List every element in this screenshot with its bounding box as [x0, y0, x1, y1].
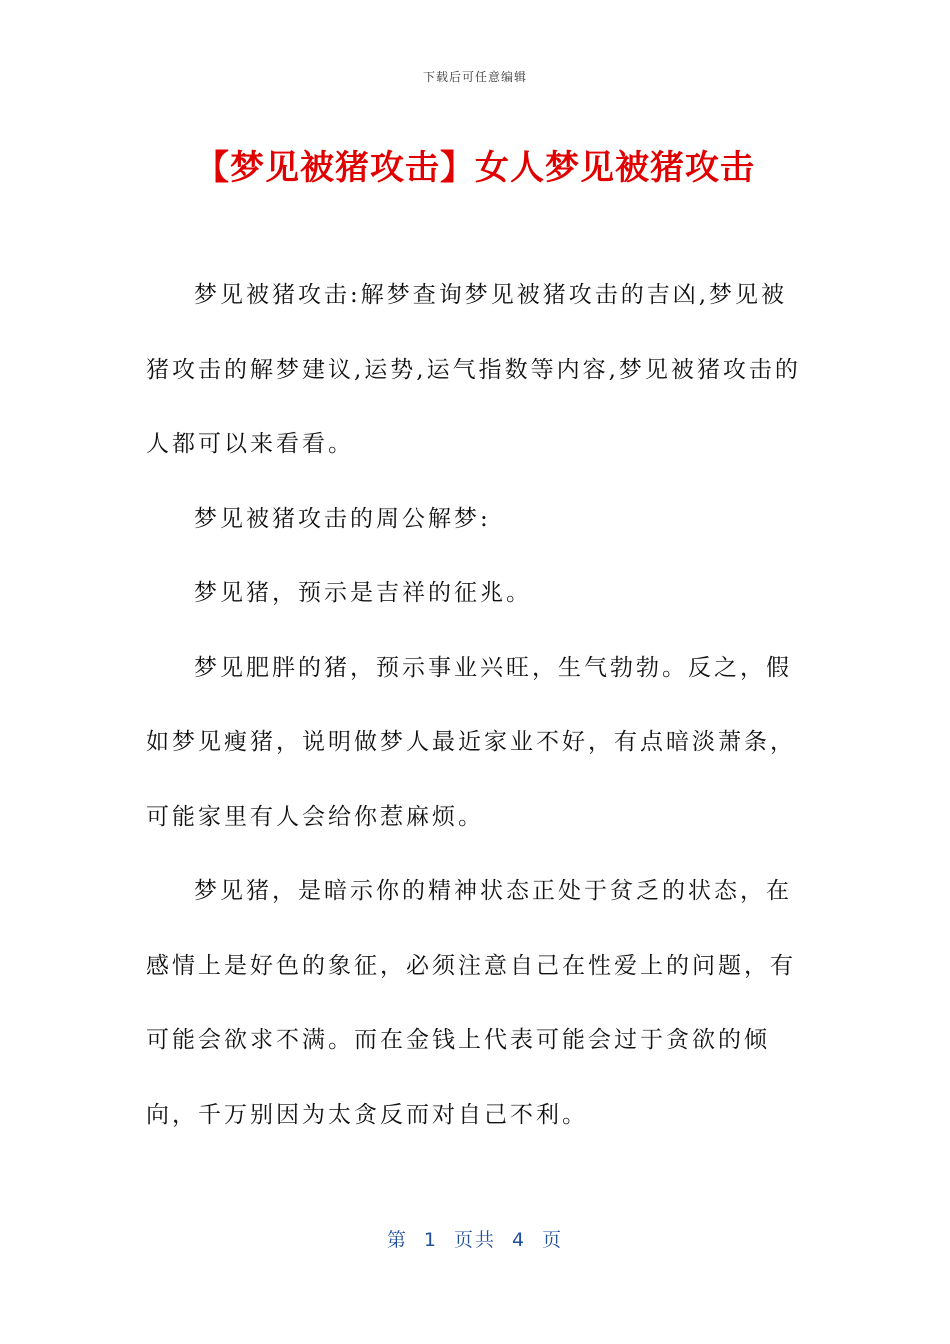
- document-title: 【梦见被猪攻击】女人梦见被猪攻击: [195, 148, 755, 188]
- paragraph-fat-pig: 梦见肥胖的猪，预示事业兴旺，生气勃勃。反之，假如梦见瘦猪，说明做梦人最近家业不好，有点暗淡萧条，可能家里有人会给你惹麻烦。: [146, 654, 796, 830]
- paragraph-mental-state: 梦见猪，是暗示你的精神状态正处于贫乏的状态，在感情上是好色的象征，必须注意自己在性爱上的问题，有可能会欲求不满。而在金钱上代表可能会过于贪欲的倾向，千万别因为太贪反而对自己不利。: [146, 878, 796, 1128]
- footer-prefix: 第: [386, 1229, 408, 1251]
- paragraph-intro: 梦见被猪攻击:解梦查询梦见被猪攻击的吉凶,梦见被猪攻击的解梦建议,运势,运气指数等内容,梦见被猪攻击的人都可以来看看。: [146, 282, 801, 457]
- footer-current-page: 1: [423, 1229, 438, 1251]
- footer-total-pages: 4: [512, 1229, 527, 1251]
- document-body: [146, 258, 806, 1152]
- footer-middle: 页共: [453, 1229, 496, 1251]
- paragraph-heading: 梦见被猪攻击的周公解梦:: [194, 505, 491, 532]
- paragraph-omen: 梦见猪，预示是吉祥的征兆。: [194, 580, 532, 606]
- footer-suffix: 页: [542, 1229, 564, 1251]
- page-footer: [0, 1225, 950, 1252]
- header-note: 下载后可任意编辑: [422, 70, 527, 84]
